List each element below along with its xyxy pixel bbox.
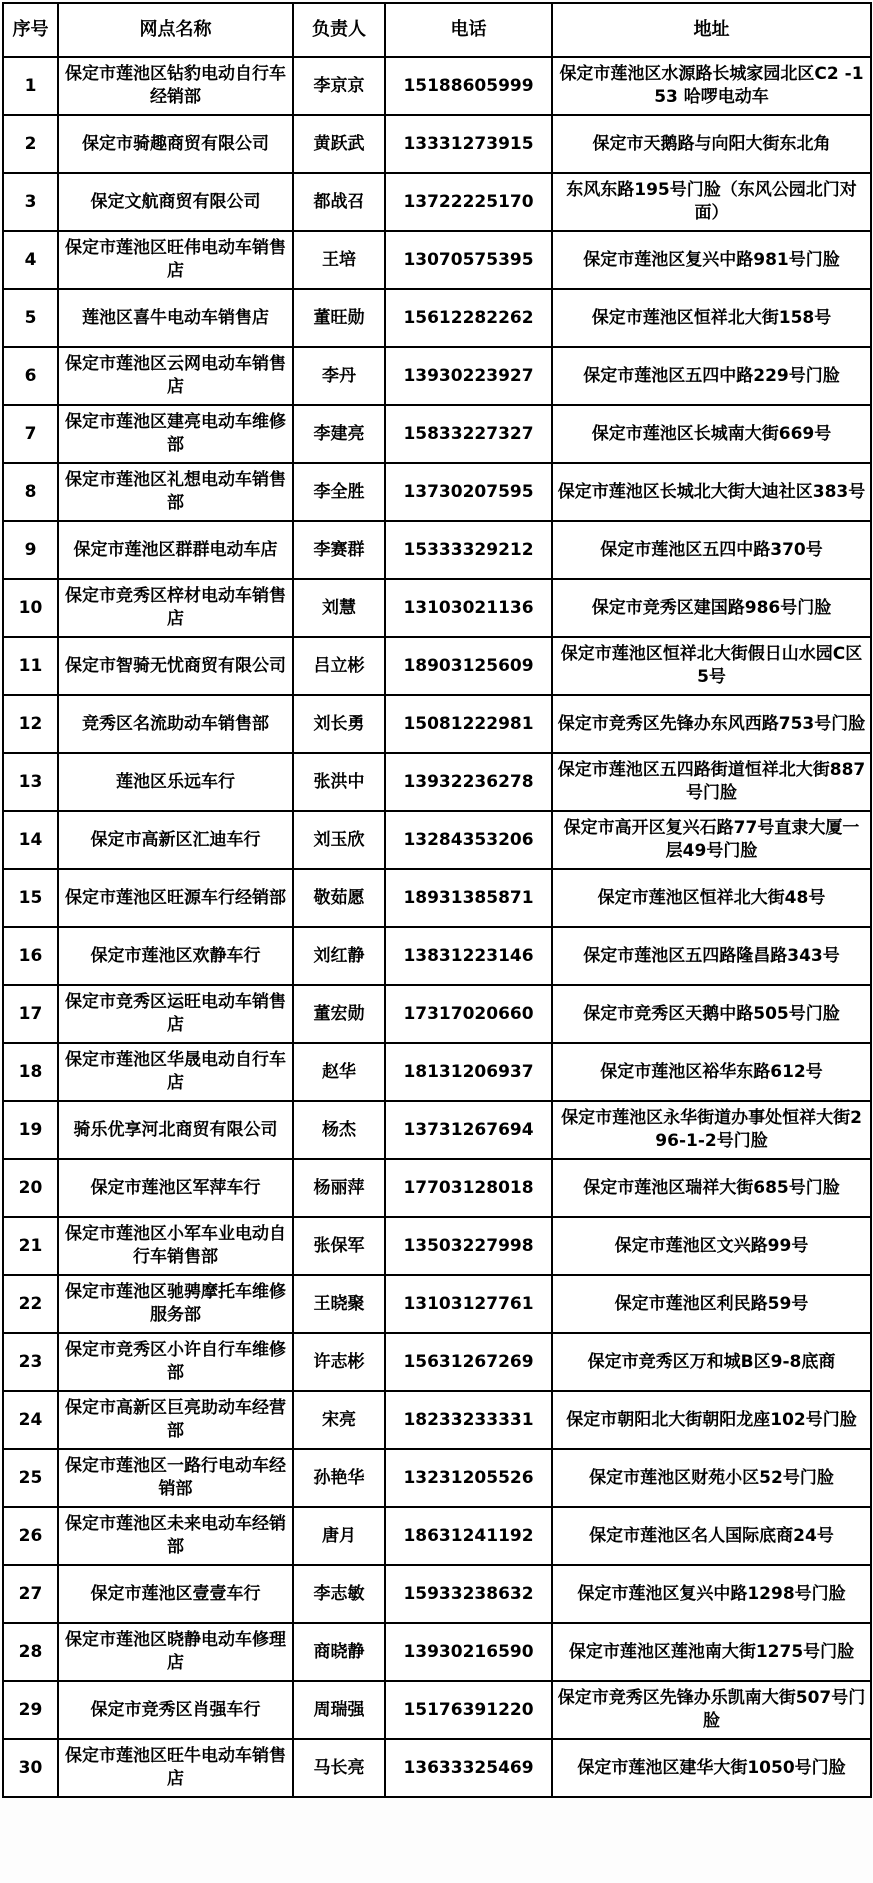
- cell-phone: 13231205526: [385, 1449, 552, 1507]
- cell-no: 30: [3, 1739, 58, 1797]
- table-row: [3, 289, 871, 347]
- table-row: [3, 1159, 871, 1217]
- table-row: [3, 695, 871, 753]
- cell-no: 1: [3, 57, 58, 115]
- cell-name: 保定市骑趣商贸有限公司: [58, 115, 293, 173]
- cell-name: 保定市莲池区壹壹车行: [58, 1565, 293, 1623]
- cell-no: 12: [3, 695, 58, 753]
- table-row: [3, 1449, 871, 1507]
- table-row: [3, 869, 871, 927]
- cell-name: 保定市竞秀区小许自行车维修部: [58, 1333, 293, 1391]
- cell-no: 5: [3, 289, 58, 347]
- cell-manager: 孙艳华: [293, 1449, 385, 1507]
- cell-name: 骑乐优享河北商贸有限公司: [58, 1101, 293, 1159]
- cell-address: 保定市天鹅路与向阳大街东北角: [552, 115, 871, 173]
- table-row: [3, 463, 871, 521]
- cell-name: 莲池区乐远车行: [58, 753, 293, 811]
- cell-name: 保定市莲池区华晟电动自行车店: [58, 1043, 293, 1101]
- cell-no: 23: [3, 1333, 58, 1391]
- cell-address: 保定市莲池区五四中路229号门脸: [552, 347, 871, 405]
- table-row: [3, 1507, 871, 1565]
- cell-phone: 13930216590: [385, 1623, 552, 1681]
- cell-no: 13: [3, 753, 58, 811]
- cell-address: 保定市莲池区恒祥北大街假日山水园C区5号: [552, 637, 871, 695]
- cell-phone: 13070575395: [385, 231, 552, 289]
- table-row: [3, 347, 871, 405]
- cell-no: 8: [3, 463, 58, 521]
- cell-manager: 周瑞强: [293, 1681, 385, 1739]
- cell-phone: 13103021136: [385, 579, 552, 637]
- table-row: [3, 173, 871, 231]
- cell-phone: 15081222981: [385, 695, 552, 753]
- header-name: 网点名称: [58, 3, 293, 57]
- cell-phone: 15933238632: [385, 1565, 552, 1623]
- cell-name: 保定市智骑无忧商贸有限公司: [58, 637, 293, 695]
- cell-no: 25: [3, 1449, 58, 1507]
- cell-address: 保定市莲池区五四中路370号: [552, 521, 871, 579]
- cell-manager: 刘长勇: [293, 695, 385, 753]
- table-row: [3, 1101, 871, 1159]
- cell-phone: 13633325469: [385, 1739, 552, 1797]
- cell-no: 18: [3, 1043, 58, 1101]
- cell-manager: 宋亮: [293, 1391, 385, 1449]
- cell-address: 保定市莲池区五四路隆昌路343号: [552, 927, 871, 985]
- cell-name: 保定市竞秀区运旺电动车销售店: [58, 985, 293, 1043]
- cell-no: 22: [3, 1275, 58, 1333]
- table-row: [3, 1275, 871, 1333]
- cell-name: 保定市莲池区一路行电动车经销部: [58, 1449, 293, 1507]
- cell-phone: 18931385871: [385, 869, 552, 927]
- cell-address: 保定市莲池区永华街道办事处恒祥大街296-1-2号门脸: [552, 1101, 871, 1159]
- cell-phone: 13932236278: [385, 753, 552, 811]
- cell-phone: 15188605999: [385, 57, 552, 115]
- cell-address: 保定市莲池区利民路59号: [552, 1275, 871, 1333]
- cell-address: 保定市朝阳北大街朝阳龙座102号门脸: [552, 1391, 871, 1449]
- table-row: [3, 1333, 871, 1391]
- cell-no: 2: [3, 115, 58, 173]
- cell-address: 保定市莲池区裕华东路612号: [552, 1043, 871, 1101]
- table-row: [3, 985, 871, 1043]
- cell-manager: 赵华: [293, 1043, 385, 1101]
- cell-name: 保定市莲池区晓静电动车修理店: [58, 1623, 293, 1681]
- cell-name: 保定市高新区汇迪车行: [58, 811, 293, 869]
- cell-address: 保定市莲池区恒祥北大街48号: [552, 869, 871, 927]
- cell-manager: 李志敏: [293, 1565, 385, 1623]
- cell-manager: 都战召: [293, 173, 385, 231]
- cell-no: 11: [3, 637, 58, 695]
- cell-phone: 13831223146: [385, 927, 552, 985]
- cell-address: 保定市竞秀区天鹅中路505号门脸: [552, 985, 871, 1043]
- cell-name: 保定市莲池区驰骋摩托车维修服务部: [58, 1275, 293, 1333]
- cell-no: 20: [3, 1159, 58, 1217]
- cell-name: 保定市莲池区未来电动车经销部: [58, 1507, 293, 1565]
- cell-manager: 张保军: [293, 1217, 385, 1275]
- cell-no: 7: [3, 405, 58, 463]
- cell-no: 9: [3, 521, 58, 579]
- cell-address: 东风东路195号门脸（东风公园北门对面）: [552, 173, 871, 231]
- cell-no: 15: [3, 869, 58, 927]
- cell-manager: 唐月: [293, 1507, 385, 1565]
- cell-address: 保定市莲池区复兴中路981号门脸: [552, 231, 871, 289]
- cell-manager: 张洪中: [293, 753, 385, 811]
- cell-phone: 13284353206: [385, 811, 552, 869]
- cell-name: 保定市竞秀区肖强车行: [58, 1681, 293, 1739]
- cell-manager: 许志彬: [293, 1333, 385, 1391]
- cell-phone: 13103127761: [385, 1275, 552, 1333]
- cell-phone: 13731267694: [385, 1101, 552, 1159]
- cell-phone: 15176391220: [385, 1681, 552, 1739]
- cell-address: 保定市莲池区瑞祥大街685号门脸: [552, 1159, 871, 1217]
- header-address: 地址: [552, 3, 871, 57]
- cell-manager: 刘红静: [293, 927, 385, 985]
- cell-address: 保定市竞秀区先锋办东风西路753号门脸: [552, 695, 871, 753]
- cell-no: 28: [3, 1623, 58, 1681]
- cell-phone: 13730207595: [385, 463, 552, 521]
- table-row: [3, 115, 871, 173]
- cell-name: 保定文航商贸有限公司: [58, 173, 293, 231]
- table-row: [3, 753, 871, 811]
- cell-manager: 董旺勋: [293, 289, 385, 347]
- cell-no: 6: [3, 347, 58, 405]
- cell-address: 保定市莲池区五四路街道恒祥北大街887号门脸: [552, 753, 871, 811]
- cell-phone: 13331273915: [385, 115, 552, 173]
- cell-manager: 杨丽萍: [293, 1159, 385, 1217]
- cell-name: 保定市莲池区云网电动车销售店: [58, 347, 293, 405]
- cell-address: 保定市莲池区复兴中路1298号门脸: [552, 1565, 871, 1623]
- cell-phone: 15631267269: [385, 1333, 552, 1391]
- cell-manager: 吕立彬: [293, 637, 385, 695]
- cell-manager: 董宏勋: [293, 985, 385, 1043]
- cell-name: 莲池区喜牛电动车销售店: [58, 289, 293, 347]
- cell-name: 保定市莲池区钻豹电动自行车经销部: [58, 57, 293, 115]
- cell-address: 保定市竞秀区万和城B区9-8底商: [552, 1333, 871, 1391]
- cell-manager: 李丹: [293, 347, 385, 405]
- table-body: [3, 57, 871, 1797]
- cell-name: 保定市高新区巨亮助动车经营部: [58, 1391, 293, 1449]
- cell-address: 保定市莲池区长城南大街669号: [552, 405, 871, 463]
- table-row: [3, 579, 871, 637]
- cell-address: 保定市莲池区财苑小区52号门脸: [552, 1449, 871, 1507]
- cell-address: 保定市莲池区莲池南大街1275号门脸: [552, 1623, 871, 1681]
- cell-name: 保定市莲池区旺牛电动车销售店: [58, 1739, 293, 1797]
- cell-name: 保定市莲池区旺源车行经销部: [58, 869, 293, 927]
- header-phone: 电话: [385, 3, 552, 57]
- cell-name: 保定市莲池区军萍车行: [58, 1159, 293, 1217]
- cell-name: 保定市莲池区群群电动车店: [58, 521, 293, 579]
- cell-name: 竞秀区名流助动车销售部: [58, 695, 293, 753]
- cell-phone: 18233233331: [385, 1391, 552, 1449]
- cell-no: 4: [3, 231, 58, 289]
- cell-no: 3: [3, 173, 58, 231]
- cell-name: 保定市莲池区小军车业电动自行车销售部: [58, 1217, 293, 1275]
- cell-phone: 18903125609: [385, 637, 552, 695]
- cell-phone: 13503227998: [385, 1217, 552, 1275]
- table-row: [3, 1739, 871, 1797]
- cell-name: 保定市莲池区建亮电动车维修部: [58, 405, 293, 463]
- cell-phone: 17703128018: [385, 1159, 552, 1217]
- table-row: [3, 1565, 871, 1623]
- cell-name: 保定市莲池区欢静车行: [58, 927, 293, 985]
- cell-phone: 15333329212: [385, 521, 552, 579]
- cell-manager: 商晓静: [293, 1623, 385, 1681]
- table-row: [3, 231, 871, 289]
- cell-address: 保定市竞秀区建国路986号门脸: [552, 579, 871, 637]
- cell-no: 19: [3, 1101, 58, 1159]
- table-row: [3, 1681, 871, 1739]
- cell-manager: 李建亮: [293, 405, 385, 463]
- cell-manager: 敬茹愿: [293, 869, 385, 927]
- table-header: [3, 3, 871, 57]
- cell-address: 保定市莲池区建华大街1050号门脸: [552, 1739, 871, 1797]
- cell-phone: 17317020660: [385, 985, 552, 1043]
- cell-phone: 15833227327: [385, 405, 552, 463]
- cell-no: 26: [3, 1507, 58, 1565]
- cell-phone: 13722225170: [385, 173, 552, 231]
- cell-address: 保定市竞秀区先锋办乐凯南大街507号门脸: [552, 1681, 871, 1739]
- cell-no: 29: [3, 1681, 58, 1739]
- cell-address: 保定市莲池区长城北大街大迪社区383号: [552, 463, 871, 521]
- cell-manager: 刘玉欣: [293, 811, 385, 869]
- table-row: [3, 927, 871, 985]
- dealer-table: [2, 2, 872, 1798]
- cell-name: 保定市竞秀区梓材电动车销售店: [58, 579, 293, 637]
- table-row: [3, 1043, 871, 1101]
- table-row: [3, 57, 871, 115]
- cell-name: 保定市莲池区礼想电动车销售部: [58, 463, 293, 521]
- cell-address: 保定市莲池区恒祥北大街158号: [552, 289, 871, 347]
- cell-manager: 黄跃武: [293, 115, 385, 173]
- cell-manager: 马长亮: [293, 1739, 385, 1797]
- cell-manager: 李全胜: [293, 463, 385, 521]
- cell-phone: 13930223927: [385, 347, 552, 405]
- cell-phone: 18131206937: [385, 1043, 552, 1101]
- cell-no: 17: [3, 985, 58, 1043]
- table-row: [3, 405, 871, 463]
- cell-address: 保定市莲池区水源路长城家园北区C2 -153 哈啰电动车: [552, 57, 871, 115]
- table-row: [3, 1623, 871, 1681]
- cell-manager: 李京京: [293, 57, 385, 115]
- cell-address: 保定市莲池区名人国际底商24号: [552, 1507, 871, 1565]
- table-row: [3, 811, 871, 869]
- cell-manager: 王晓聚: [293, 1275, 385, 1333]
- header-no: 序号: [3, 3, 58, 57]
- header-row: [3, 3, 871, 57]
- cell-name: 保定市莲池区旺伟电动车销售店: [58, 231, 293, 289]
- cell-no: 24: [3, 1391, 58, 1449]
- table-row: [3, 637, 871, 695]
- cell-manager: 李赛群: [293, 521, 385, 579]
- cell-manager: 刘慧: [293, 579, 385, 637]
- cell-no: 10: [3, 579, 58, 637]
- cell-no: 21: [3, 1217, 58, 1275]
- cell-address: 保定市莲池区文兴路99号: [552, 1217, 871, 1275]
- cell-phone: 18631241192: [385, 1507, 552, 1565]
- cell-phone: 15612282262: [385, 289, 552, 347]
- cell-no: 16: [3, 927, 58, 985]
- cell-manager: 杨杰: [293, 1101, 385, 1159]
- header-manager: 负责人: [293, 3, 385, 57]
- cell-manager: 王培: [293, 231, 385, 289]
- table-row: [3, 1217, 871, 1275]
- cell-address: 保定市高开区复兴石路77号直隶大厦一层49号门脸: [552, 811, 871, 869]
- table-row: [3, 521, 871, 579]
- cell-no: 27: [3, 1565, 58, 1623]
- cell-no: 14: [3, 811, 58, 869]
- table-row: [3, 1391, 871, 1449]
